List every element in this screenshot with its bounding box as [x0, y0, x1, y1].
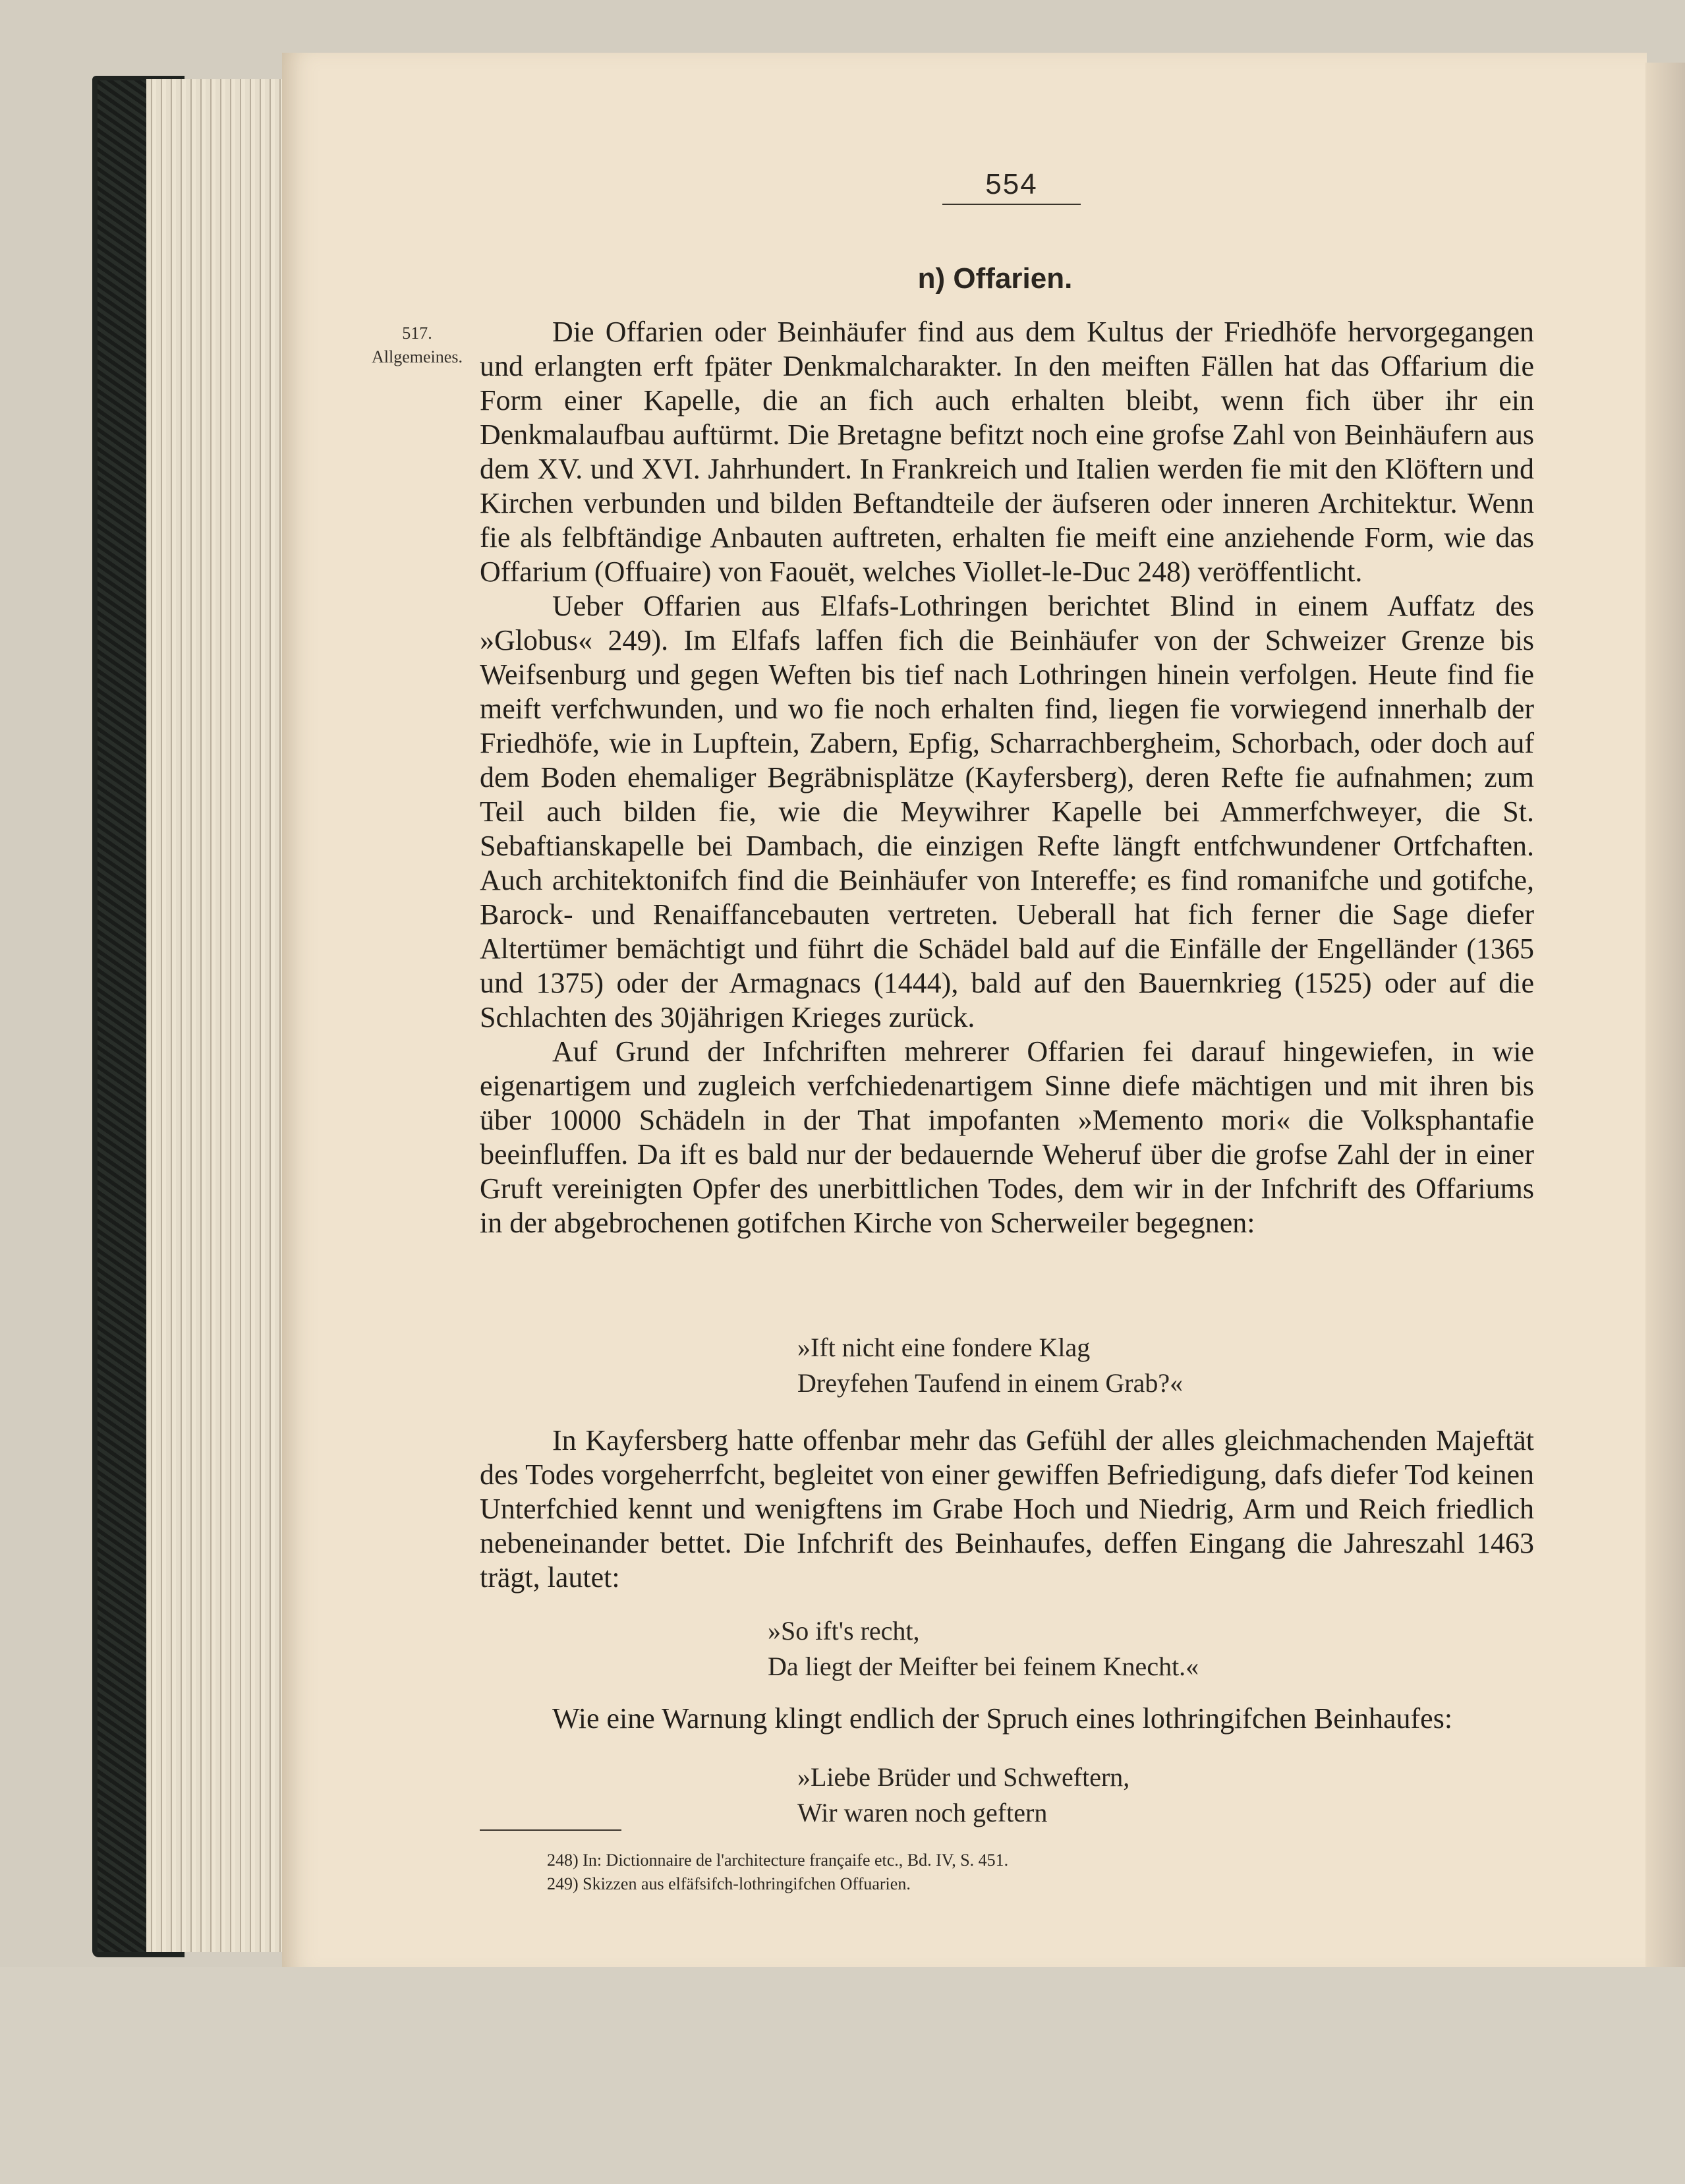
verse-lorraine [797, 1760, 1129, 1831]
verse-scherweiler [797, 1330, 1183, 1401]
margin-number: 517. [402, 324, 432, 343]
verse-line: Da liegt der Meifter bei feinem Knecht.« [768, 1652, 1199, 1681]
main-text-final [480, 1702, 1534, 1736]
section-title: n) Offarien. [917, 262, 1073, 295]
main-text-continued [480, 1423, 1534, 1595]
margin-label: Allgemeines. [372, 347, 463, 366]
paragraph: Auf Grund der Infchriften mehrerer Offarien fei darauf hingewiefen, in wie eigenartigem und zugleich verfchiedenartigem Sinne diefe mächtigen und mit ihren bis über 10000 Schädeln in der That impofanten »Memento mori« die Volksphantafie beeinfluffen. Da ift es bald nur der bedauernde Weheruf über die grofse Zahl der in einer Gruft vereinigten Opfer des unerbittlichen Todes, dem wir in der Infchrift des Offariums in der abgebrochenen gotifchen Kirche von Scherweiler begegnen: [480, 1035, 1534, 1239]
footnote-rule [480, 1829, 621, 1831]
main-text [480, 315, 1534, 1240]
footnote: 248) In: Dictionnaire de l'architecture françaife etc., Bd. IV, S. 451. [547, 1851, 1009, 1870]
page-number: 554 [942, 168, 1081, 205]
scan-bottom-area [0, 1967, 1685, 2184]
verse-line: Dreyfehen Taufend in einem Grab?« [797, 1368, 1184, 1398]
footnote: 249) Skizzen aus elfäfsifch-lothringifchen Offuarien. [547, 1874, 911, 1893]
facing-page-edge [1645, 63, 1685, 1967]
footnotes [547, 1849, 1338, 1896]
verse-line: »Liebe Brüder und Schweftern, [797, 1762, 1130, 1792]
verse-line: »So ift's recht, [768, 1616, 920, 1646]
verse-kaysersberg [768, 1613, 1199, 1684]
margin-note [361, 322, 473, 369]
paragraph: Wie eine Warnung klingt endlich der Spruch eines lothringifchen Beinhaufes: [552, 1702, 1453, 1735]
paragraph: Die Offarien oder Beinhäufer find aus dem Kultus der Friedhöfe hervorgegangen und erlangten erft fpäter Denkmalcharakter. In den meiften Fällen hat das Offarium die Form einer Kapelle, die an fich auch erhalten bleibt, wenn fich über ihr ein Denkmalaufbau auftürmt. Die Bretagne befitzt noch eine grofse Zahl von Beinhäufern aus dem XV. und XVI. Jahrhundert. In Frankreich und Italien werden fie mit den Klöftern und Kirchen verbunden und bilden Beftandteile der äufseren oder inneren Architektur. Wenn fie als felbftändige Anbauten auftreten, erhalten fie meift eine anziehende Form, wie das Offarium (Offuaire) von Faouët, welches Viollet-le-Duc 248) veröffentlicht. [480, 316, 1534, 588]
paragraph: Ueber Offarien aus Elfafs-Lothringen berichtet Blind in einem Auffatz des »Globus« 249). Im Elfafs laffen fich die Beinhäufer von der Schweizer Grenze bis Weifsenburg und gegen Weften bis tief nach Lothringen hinein verfolgen. Heute find fie meift verfchwunden, und wo fie noch erhalten find, liegen fie vorwiegend innerhalb der Friedhöfe, wie in Lupftein, Zabern, Epfig, Scharrachbergheim, Schorbach, oder doch auf dem Boden ehemaliger Begräbnisplätze (Kayfersberg), deren Refte fie aufnahmen; zum Teil auch bilden fie, wie die Meywihrer Kapelle bei Ammerfchweyer, die St. Sebaftianskapelle bei Dambach, die einzigen Refte längft entfchwundener Ortfchaften. Auch architektonifch find die Beinhäufer von Intereffe; es find romanifche und gotifche, Barock- und Renaiffancebauten vertreten. Ueberall hat fich ferner die Sage diefer Altertümer bemächtigt und führt die Schädel bald auf die Einfälle der Engelländer (1365 und 1375) oder der Armagnacs (1444), bald auf den Bauernkrieg (1525) oder auf die Schlachten des 30jährigen Krieges zurück. [480, 590, 1534, 1033]
verse-line: »Ift nicht eine fondere Klag [797, 1333, 1091, 1362]
page-edges [146, 79, 291, 1952]
paragraph: In Kayfersberg hatte offenbar mehr das Gefühl der alles gleichmachenden Majeftät des Todes vorgeherrfcht, begleitet von einer gewiffen Befriedigung, dafs diefer Tod keinen Unterfchied kennt und wenigftens im Grabe Hoch und Niedrig, Arm und Reich friedlich nebeneinander bettet. Die Infchrift des Beinhaufes, deffen Eingang die Jahreszahl 1463 trägt, lautet: [480, 1424, 1534, 1594]
verse-line: Wir waren noch geftern [797, 1798, 1048, 1827]
